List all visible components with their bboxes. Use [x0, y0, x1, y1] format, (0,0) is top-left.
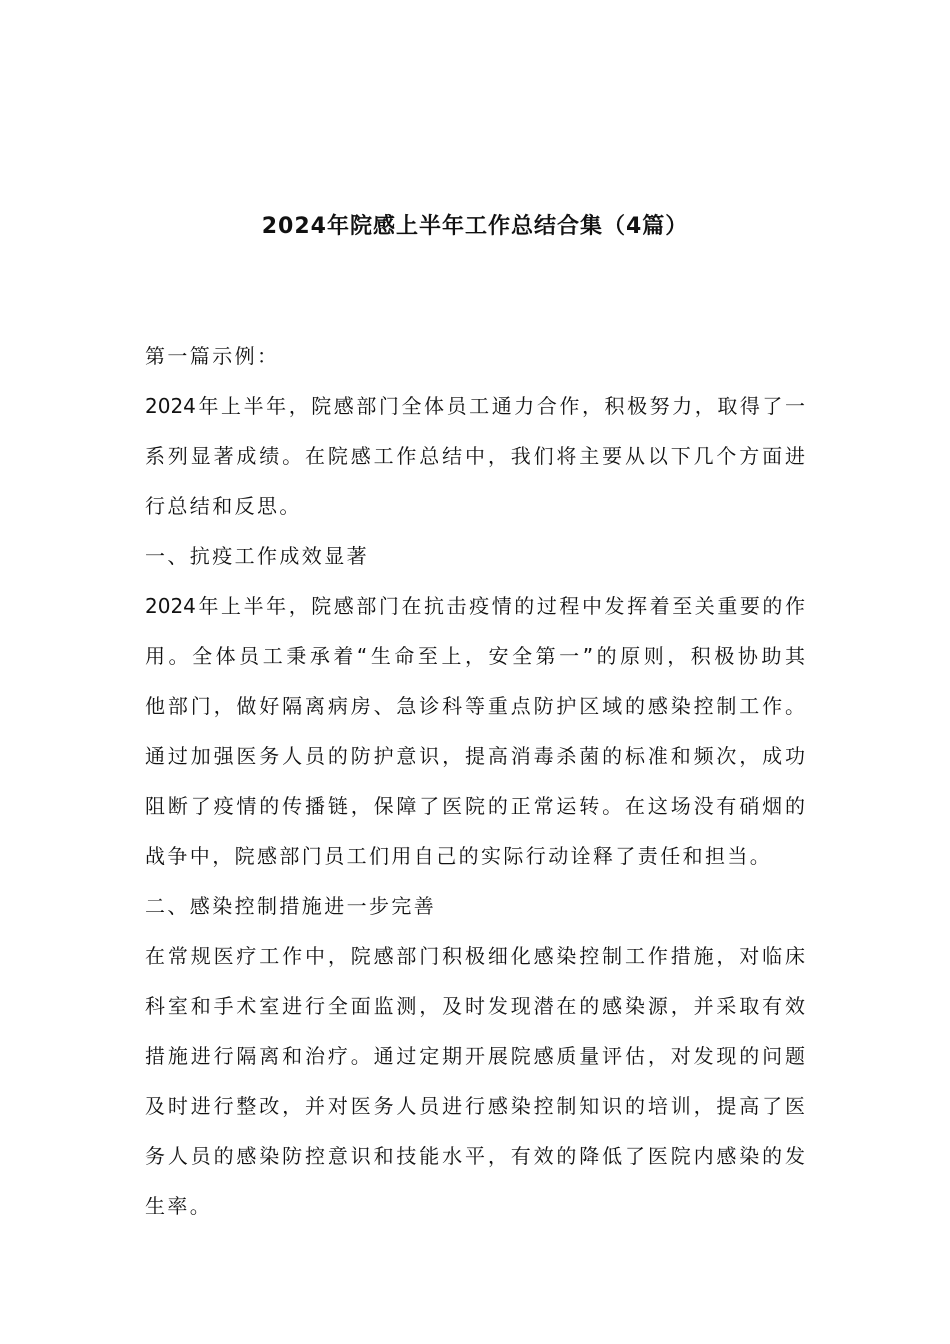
paragraph-line: 用。全体员工秉承着“生命至上，安全第一”的原则，积极协助其 — [145, 644, 805, 668]
paragraph-line: 措施进行隔离和治疗。通过定期开展院感质量评估，对发现的问题 — [145, 1044, 805, 1068]
document-body — [145, 331, 805, 1231]
paragraph-line: 2024年上半年，院感部门全体员工通力合作，积极努力，取得了一 — [145, 394, 805, 418]
paragraph-line: 生率。 — [145, 1194, 213, 1218]
paragraph-line: 他部门，做好隔离病房、急诊科等重点防护区域的感染控制工作。 — [145, 694, 805, 718]
paragraph-line: 在常规医疗工作中，院感部门积极细化感染控制工作措施，对临床 — [145, 944, 805, 968]
section-intro-label: 第一篇示例： — [145, 344, 280, 368]
paragraph-line: 通过加强医务人员的防护意识，提高消毒杀菌的标准和频次，成功 — [145, 744, 805, 768]
section-heading: 二、感染控制措施进一步完善 — [145, 894, 437, 918]
paragraph-line: 行总结和反思。 — [145, 494, 302, 518]
paragraph-line: 务人员的感染防控意识和技能水平，有效的降低了医院内感染的发 — [145, 1144, 805, 1168]
document-title: 2024年院感上半年工作总结合集（4篇） — [261, 214, 689, 239]
paragraph-line: 战争中，院感部门员工们用自己的实际行动诠释了责任和担当。 — [145, 844, 773, 868]
paragraph-line: 阻断了疫情的传播链，保障了医院的正常运转。在这场没有硝烟的 — [145, 794, 805, 818]
section-heading: 一、抗疫工作成效显著 — [145, 544, 369, 568]
paragraph-line: 科室和手术室进行全面监测，及时发现潜在的感染源，并采取有效 — [145, 994, 805, 1018]
paragraph-line: 及时进行整改，并对医务人员进行感染控制知识的培训，提高了医 — [145, 1094, 805, 1118]
paragraph-line: 系列显著成绩。在院感工作总结中，我们将主要从以下几个方面进 — [145, 444, 805, 468]
paragraph-line: 2024年上半年，院感部门在抗击疫情的过程中发挥着至关重要的作 — [145, 594, 805, 618]
